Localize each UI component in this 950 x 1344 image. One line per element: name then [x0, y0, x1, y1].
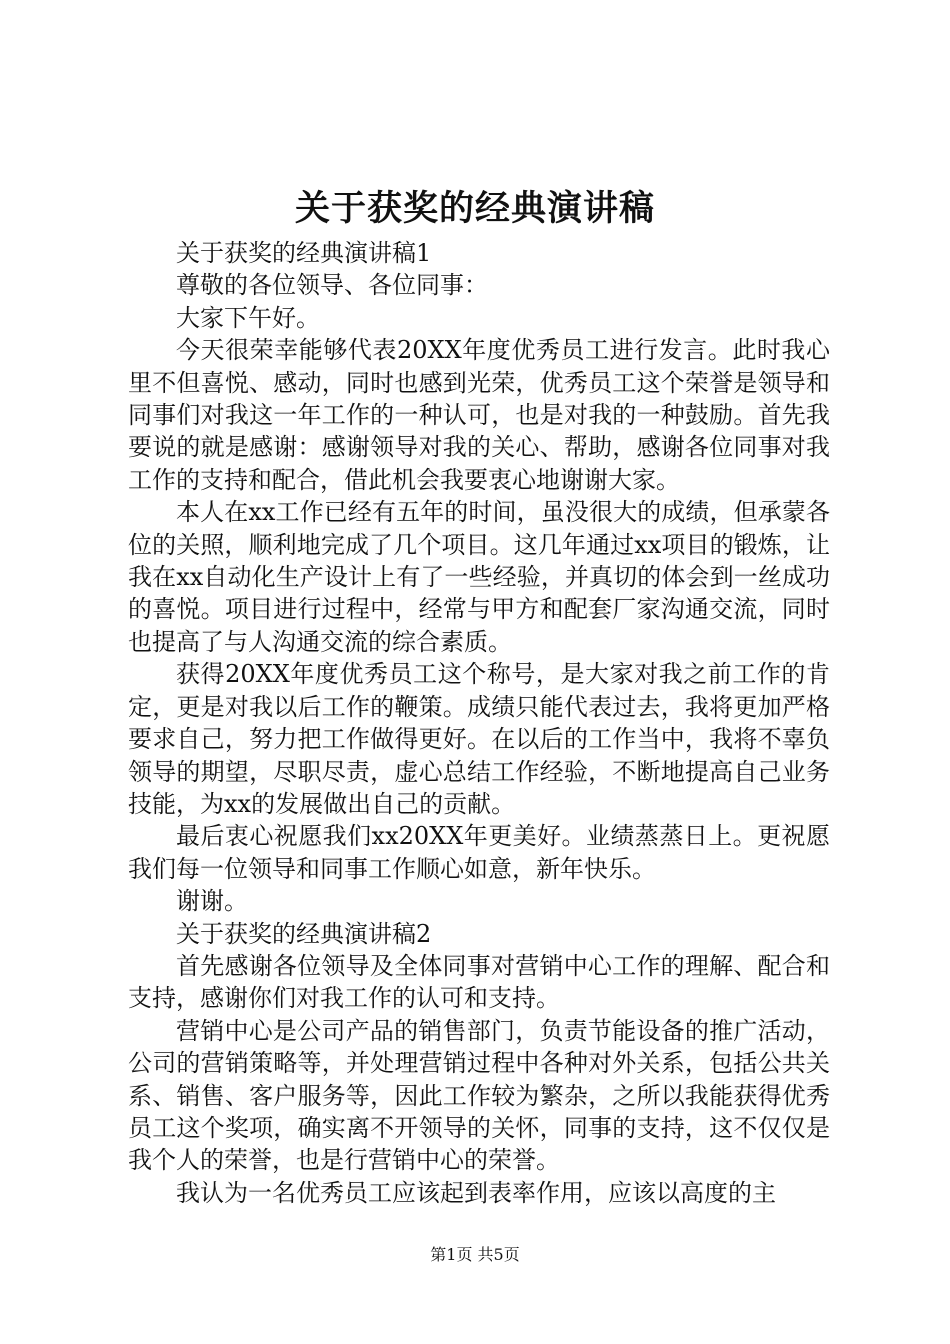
paragraph-salutation: 尊敬的各位领导、各位同事： — [176, 271, 488, 300]
paragraph: 我认为一名优秀员工应该起到表率作用，应该以高度的主 — [176, 1178, 776, 1207]
page-number-footer: 第1页 共5页 — [430, 1245, 520, 1264]
document-title: 关于获奖的经典演讲稿 — [294, 188, 655, 229]
paragraph: 获得20XX年度优秀员工这个称号，是大家对我之前工作的肯定，更是对我以后工作的鞭策。成绩只能代表过去，我将更加严格要求自己，努力把工作做得更好。在以后的工作当中，我将不辜负领导的期望，尽职尽责，虚心总结工作经验，不断地提高自己业务技能，为xx的发展做出自己的贡献。 — [128, 660, 830, 818]
paragraph: 营销中心是公司产品的销售部门，负责节能设备的推广活动，公司的营销策略等，并处理营销过程中各种对外关系，包括公共关系、销售、客户服务等，因此工作较为繁杂，之所以我能获得优秀员工这个奖项，确实离不开领导的关怀，同事的支持，这不仅仅是我个人的荣誉，也是行营销中心的荣誉。 — [128, 1016, 830, 1175]
paragraph-thanks: 谢谢。 — [176, 887, 248, 916]
paragraph: 最后衷心祝愿我们xx20XX年更美好。业绩蒸蒸日上。更祝愿我们每一位领导和同事工作顺心如意，新年快乐。 — [128, 822, 830, 883]
paragraph-greeting: 大家下午好。 — [176, 303, 320, 332]
paragraph: 今天很荣幸能够代表20XX年度优秀员工进行发言。此时我心里不但喜悦、感动，同时也感到光荣，优秀员工这个荣誉是领导和同事们对我这一年工作的一种认可，也是对我的一种鼓励。首先我要说的就是感谢：感谢领导对我的关心、帮助，感谢各位同事对我工作的支持和配合，借此机会我要衷心地谢谢大家。 — [128, 336, 830, 494]
paragraph-heading-2: 关于获奖的经典演讲稿2 — [176, 919, 432, 948]
paragraph: 本人在xx工作已经有五年的时间，虽没很大的成绩，但承蒙各位的关照，顺利地完成了几个项目。这几年通过xx项目的锻炼，让我在xx自动化生产设计上有了一些经验，并真切的体会到一丝成功的喜悦。项目进行过程中，经常与甲方和配套厂家沟通交流，同时也提高了与人沟通交流的综合素质。 — [128, 498, 830, 656]
paragraph: 首先感谢各位领导及全体同事对营销中心工作的理解、配合和支持，感谢你们对我工作的认可和支持。 — [128, 951, 830, 1013]
document-body — [128, 237, 830, 1209]
paragraph-heading-1: 关于获奖的经典演讲稿1 — [176, 239, 432, 267]
